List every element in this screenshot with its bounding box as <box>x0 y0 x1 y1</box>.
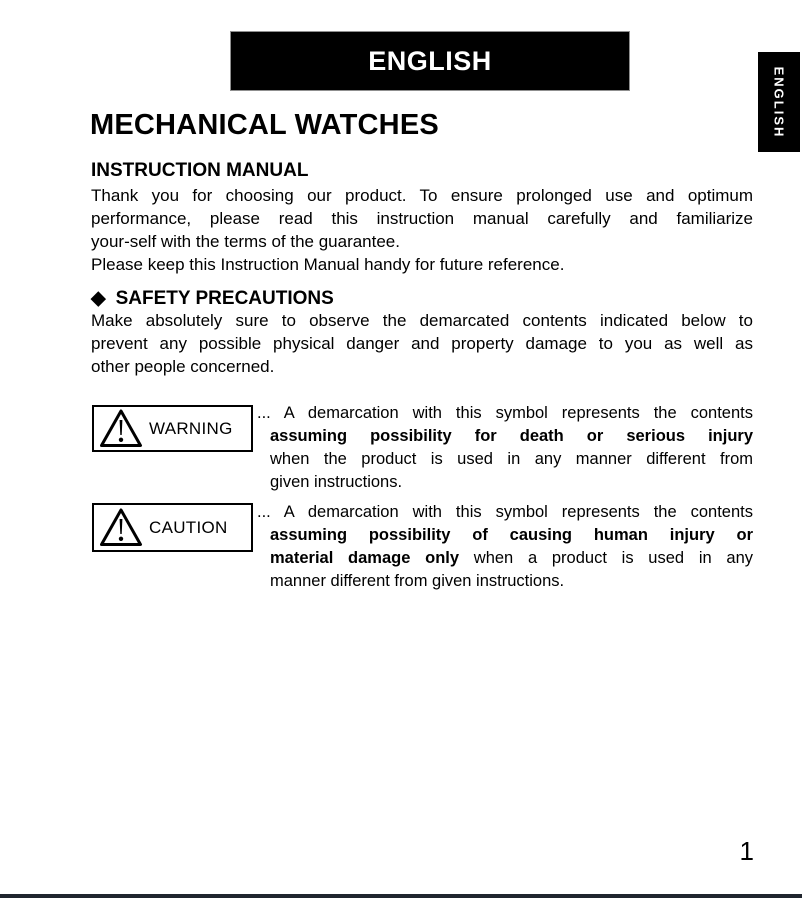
warning-box-label: WARNING <box>149 418 233 438</box>
language-side-tab <box>758 52 800 152</box>
warning-description <box>257 402 753 494</box>
text-line: Please keep this Instruction Manual handy for future reference. <box>91 255 565 274</box>
language-side-tab-label: ENGLISH <box>771 66 787 138</box>
warning-box <box>92 405 253 452</box>
safety-precautions-paragraph <box>91 309 753 378</box>
text-line: manner different from given instructions. <box>270 572 565 590</box>
diamond-bullet-icon: ◆ <box>91 288 106 309</box>
caution-box-label: CAUTION <box>149 517 228 537</box>
caution-triangle-icon <box>99 507 143 548</box>
caution-box <box>92 503 253 552</box>
page-title: MECHANICAL WATCHES <box>90 109 439 141</box>
page-number: 1 <box>739 836 754 866</box>
instruction-manual-paragraph <box>91 184 753 276</box>
text-line: other people concerned. <box>91 357 275 376</box>
safety-precautions-heading <box>91 287 334 310</box>
text-line: material damage only when a product is used in any <box>270 549 754 567</box>
text-line: your-self with the terms of the guarantee. <box>91 232 400 251</box>
text-line: Thank you for choosing our product. To ensure prolonged use and optimum <box>91 186 753 205</box>
text-line: assuming possibility for death or serious injury <box>270 427 753 445</box>
text-line: given instructions. <box>270 473 403 491</box>
text-line: assuming possibility of causing human injury or <box>270 526 753 544</box>
safety-precautions-heading-label: SAFETY PRECAUTIONS <box>115 287 334 309</box>
text-line: ... A demarcation with this symbol represents the contents <box>257 503 753 521</box>
warning-triangle-icon <box>99 408 143 449</box>
text-line: ... A demarcation with this symbol represents the contents <box>257 404 753 422</box>
language-banner <box>230 31 630 91</box>
text-line: performance, please read this instruction manual carefully and familiarize <box>91 209 753 228</box>
language-banner-label: ENGLISH <box>368 45 492 76</box>
text-line: prevent any possible physical danger and property damage to you as well as <box>91 334 753 353</box>
caution-description <box>257 501 753 593</box>
bottom-rule-divider <box>0 894 802 898</box>
instruction-manual-heading: INSTRUCTION MANUAL <box>91 160 309 181</box>
text-line: when the product is used in any manner different from <box>270 450 753 468</box>
text-line: Make absolutely sure to observe the demarcated contents indicated below to <box>91 311 753 330</box>
